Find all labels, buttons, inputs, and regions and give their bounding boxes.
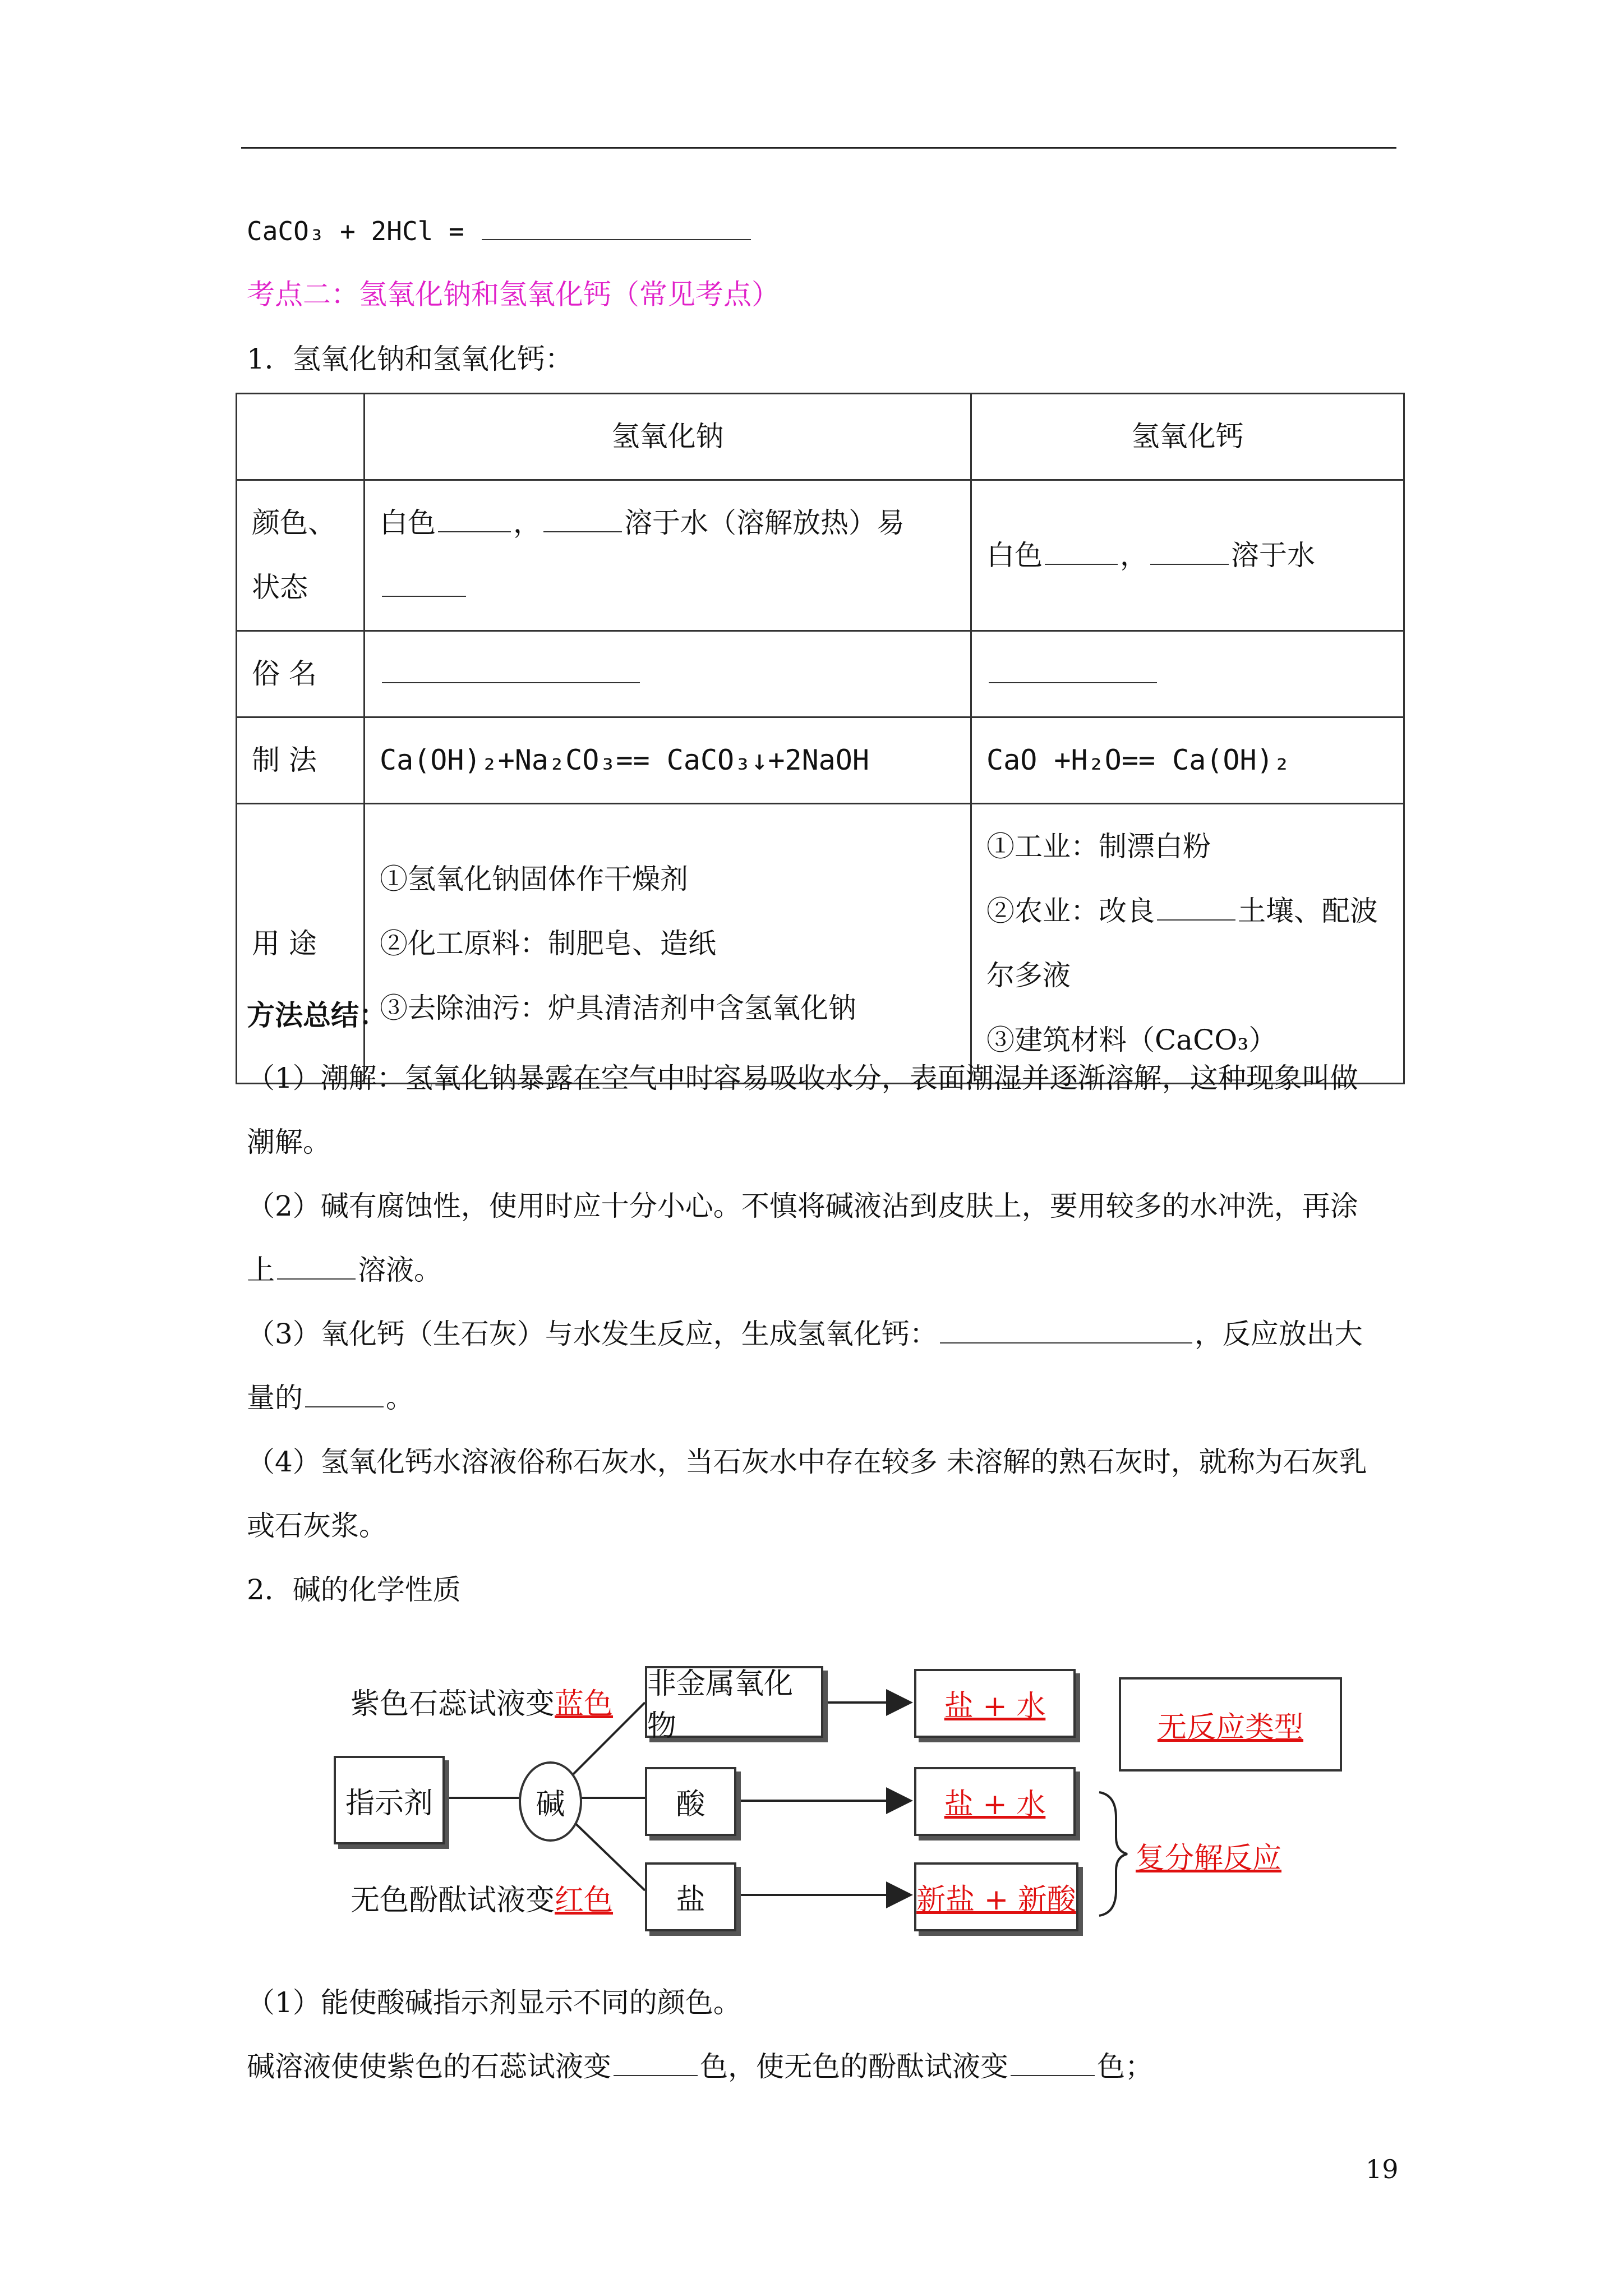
summary-p4a: （4）氢氧化钙水溶液俗称石灰水，当石灰水中存在较多 未溶解的熟石灰时，就称为石灰乳 — [247, 1446, 1367, 1478]
acid-box: 酸 — [645, 1767, 736, 1836]
summary-p2a: （2）碱有腐蚀性，使用时应十分小心。不慎将碱液沾到皮肤上，要用较多的水冲洗，再涂 — [247, 1190, 1358, 1222]
row-label-color: 颜色、 状态 — [237, 480, 365, 631]
indicator-box: 指示剂 — [334, 1756, 445, 1844]
result-salt-water-1: 盐 + 水 — [914, 1669, 1076, 1738]
summary-p2b: 上 溶液。 — [247, 1254, 442, 1286]
litmus-text: 紫色石蕊试液变蓝色 — [351, 1687, 614, 1721]
equation-formula: CaCO₃ + 2HCl = — [247, 216, 464, 246]
phenol-text: 无色酚酞试液变红色 — [351, 1884, 614, 1917]
summary-p1b: 潮解。 — [247, 1126, 331, 1158]
summary-p3a: （3）氧化钙（生石灰）与水发生反应，生成氢氧化钙： ，反应放出大 — [247, 1318, 1363, 1350]
cell-naoh-prep: Ca(OH)₂+Na₂CO₃== CaCO₃↓+2NaOH — [365, 717, 971, 804]
summary-p3b: 量的 。 — [247, 1382, 414, 1414]
topic-heading: 考点二：氢氧化钠和氢氧化钙（常见考点） — [247, 278, 780, 311]
double-decomposition-label: 复分解反应 — [1136, 1842, 1282, 1875]
section-heading: 1．氢氧化钠和氢氧化钙： — [247, 343, 573, 375]
row-label-use: 用 途 — [237, 804, 365, 1084]
salt-box: 盐 — [645, 1862, 736, 1931]
nonmetal-oxide-box: 非金属氧化物 — [645, 1666, 823, 1738]
table-header-caoh: 氢氧化钙 — [971, 394, 1404, 480]
cell-caoh-use: ①工业：制漂白粉 ②农业：改良 土壤、配波 尔多液 ③建筑材料（CaCO₃） — [971, 804, 1404, 1084]
base-node: 碱 — [519, 1761, 582, 1842]
cell-naoh-color: 白色 ， 溶于水（溶解放热）易 — [365, 480, 971, 631]
property1-text: （1）能使酸碱指示剂显示不同的颜色。 — [247, 1986, 741, 2019]
property1-detail: 碱溶液使使紫色的石蕊试液变 色，使无色的酚酞试液变 色； — [247, 2050, 1153, 2083]
result-salt-water-2: 盐 + 水 — [914, 1767, 1076, 1836]
table-header-naoh: 氢氧化钠 — [365, 394, 971, 480]
summary-p4b: 或石灰浆。 — [247, 1510, 387, 1542]
cell-caoh-prep: CaO +H₂O== Ca(OH)₂ — [971, 717, 1404, 804]
no-reaction-type-box: 无反应类型 — [1119, 1677, 1342, 1772]
row-label-prep: 制 法 — [237, 717, 365, 804]
cell-naoh-use: ①氢氧化钠固体作干燥剂 ②化工原料：制肥皂、造纸 ③去除油污：炉具清洁剂中含氢氧化钠 — [365, 804, 971, 1084]
section2-heading: 2．碱的化学性质 — [247, 1573, 461, 1606]
summary-p1a: （1）潮解：氢氧化钠暴露在空气中时容易吸收水分，表面潮湿并逐渐溶解，这种现象叫做 — [247, 1062, 1358, 1094]
cell-caoh-color: 白色 ， 溶于水 — [971, 480, 1404, 631]
row-label-name: 俗 名 — [237, 631, 365, 717]
result-new-salt-acid: 新盐 + 新酸 — [914, 1862, 1078, 1931]
page-number: 19 — [1366, 2154, 1399, 2184]
summary-title: 方法总结： — [247, 999, 387, 1032]
